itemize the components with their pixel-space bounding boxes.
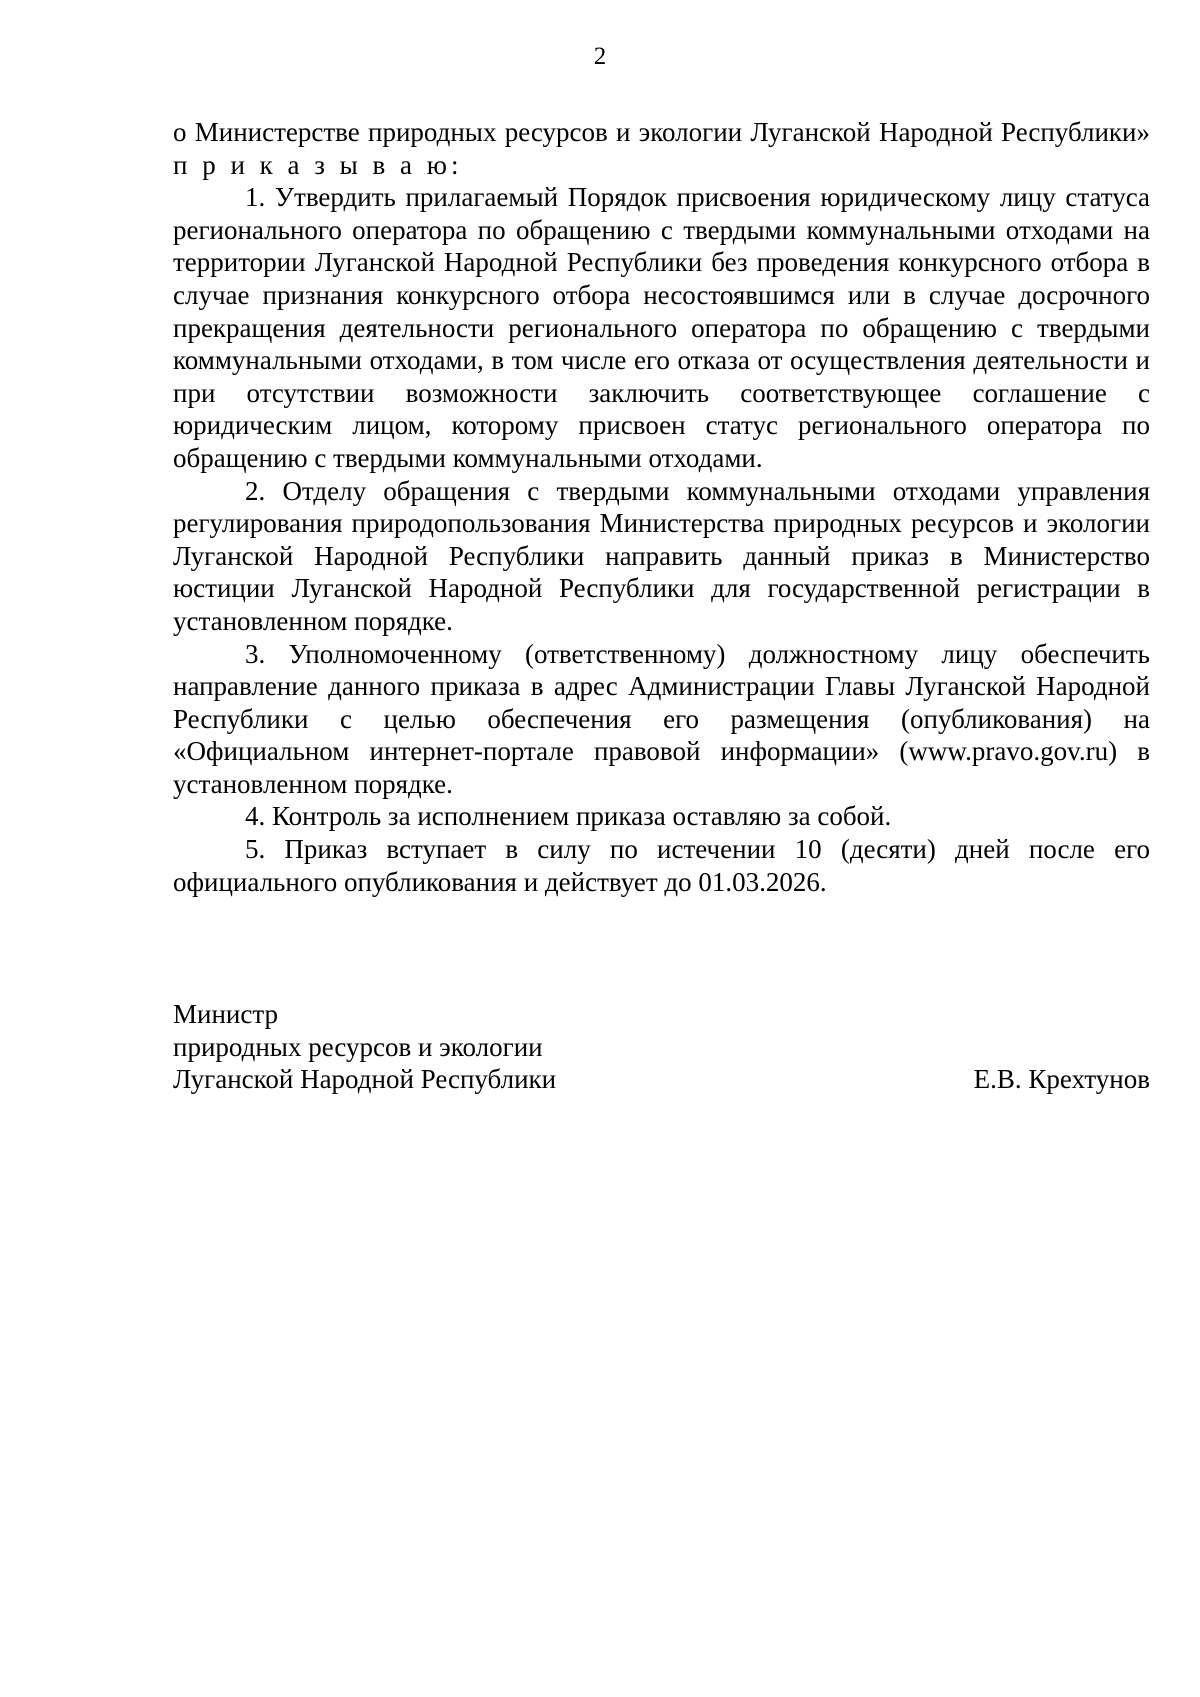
signature-block [173, 998, 1150, 1096]
paragraph-5: 5. Приказ вступает в силу по истечении 10 (десяти) дней после его официального опубликования и действует до 01.03.2026. [173, 834, 1150, 897]
signatory-title-line-3: Луганской Народной Республики [173, 1064, 557, 1095]
signatory-title-line-2: природных ресурсов и экологии [173, 1031, 543, 1062]
signatory-name: Е.В. Крехтунов [973, 1064, 1150, 1095]
page-number: 2 [593, 43, 607, 70]
signatory-title-line-1: Министр [173, 999, 278, 1029]
document-body [173, 116, 1150, 898]
intro-paragraph [173, 116, 1150, 181]
order-keyword: п р и к а з ы в а ю: [173, 149, 463, 180]
paragraph-3: 3. Уполномоченному (ответственному) должностному лицу обеспечить направление данного приказа в адрес Администрации Главы Луганской Народной Республики с целью обеспечения его размещения (опубликования) на «Официальном интернет-портале правовой информации» (www.pravo.gov.ru) в установленном порядке. [173, 638, 1150, 799]
paragraph-4: 4. Контроль за исполнением приказа оставляю за собой. [245, 801, 892, 832]
paragraph-2: 2. Отделу обращения с твердыми коммунальными отходами управления регулирования природопользования Министерства природных ресурсов и экологии Луганской Народной Республики направить данный приказ в Министерство юстиции Луганской Народной Республики для государственной регистрации в установленном порядке. [173, 475, 1150, 636]
paragraph-1: 1. Утвердить прилагаемый Порядок присвоения юридическому лицу статуса регионального оператора по обращению с твердыми коммунальными отходами на территории Луганской Народной Республики без проведения конкурсного отбора в случае признания конкурсного отбора несостоявшимся или в случае досрочного прекращения деятельности регионального оператора по обращению с твердыми коммунальными отходами, в том числе его отказа от осуществления деятельности и при отсутствии возможности заключить соответствующее соглашение с юридическим лицом, которому присвоен статус регионального оператора по обращению с твердыми коммунальными отходами. [173, 182, 1150, 473]
intro-text: о Министерстве природных ресурсов и экологии Луганской Народной Республики» [173, 117, 1150, 147]
